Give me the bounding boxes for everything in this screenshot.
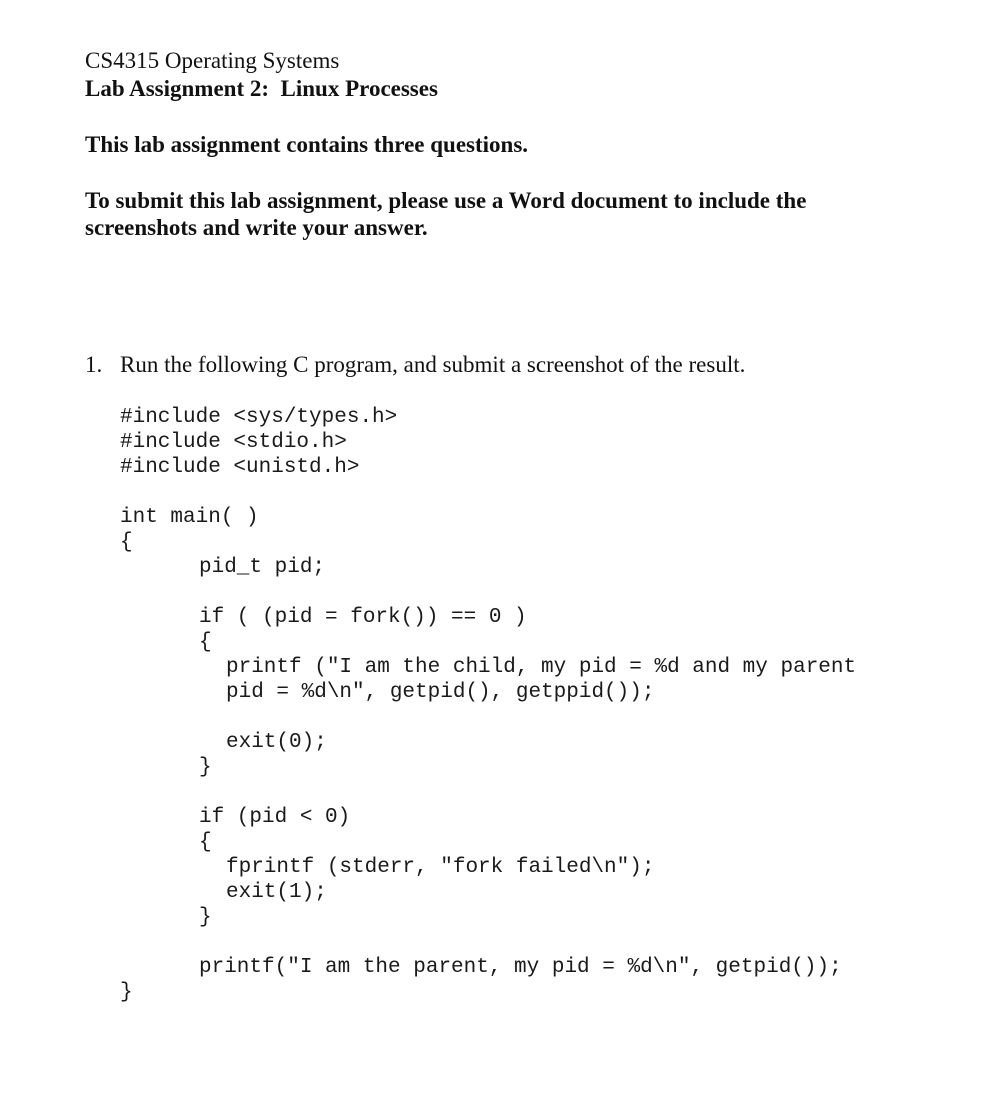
code-line: pid = %d\n", getpid(), getppid());: [226, 681, 655, 704]
code-line: }: [120, 981, 133, 1004]
code-line: exit(1);: [226, 881, 327, 904]
code-line: {: [120, 531, 133, 554]
code-line: #include <sys/types.h>: [120, 406, 398, 429]
code-line: {: [199, 631, 212, 654]
question-number: 1.: [85, 352, 103, 377]
code-line: pid_t pid;: [199, 556, 326, 579]
code-line: printf("I am the parent, my pid = %d\n", getpid());: [199, 956, 842, 979]
code-line: {: [199, 831, 212, 854]
lab-title: Lab Assignment 2: Linux Processes: [85, 76, 438, 101]
submit-instructions-line-2: screenshots and write your answer.: [85, 215, 428, 240]
code-line: exit(0);: [226, 731, 327, 754]
code-line: #include <stdio.h>: [120, 431, 347, 454]
code-line: }: [199, 756, 212, 779]
code-line: #include <unistd.h>: [120, 456, 360, 479]
questions-note: This lab assignment contains three questions.: [85, 132, 529, 157]
code-line: printf ("I am the child, my pid = %d and my parent: [226, 656, 857, 679]
code-line: if ( (pid = fork()) == 0 ): [199, 606, 527, 629]
code-line: fprintf (stderr, "fork failed\n");: [226, 856, 655, 879]
submit-instructions-line-1: To submit this lab assignment, please use a Word document to include the: [85, 188, 807, 213]
code-line: int main( ): [120, 506, 259, 529]
course-title: CS4315 Operating Systems: [85, 48, 340, 73]
code-line: if (pid < 0): [199, 806, 351, 829]
code-line: }: [199, 906, 212, 929]
question-text: Run the following C program, and submit a screenshot of the result.: [120, 352, 746, 377]
